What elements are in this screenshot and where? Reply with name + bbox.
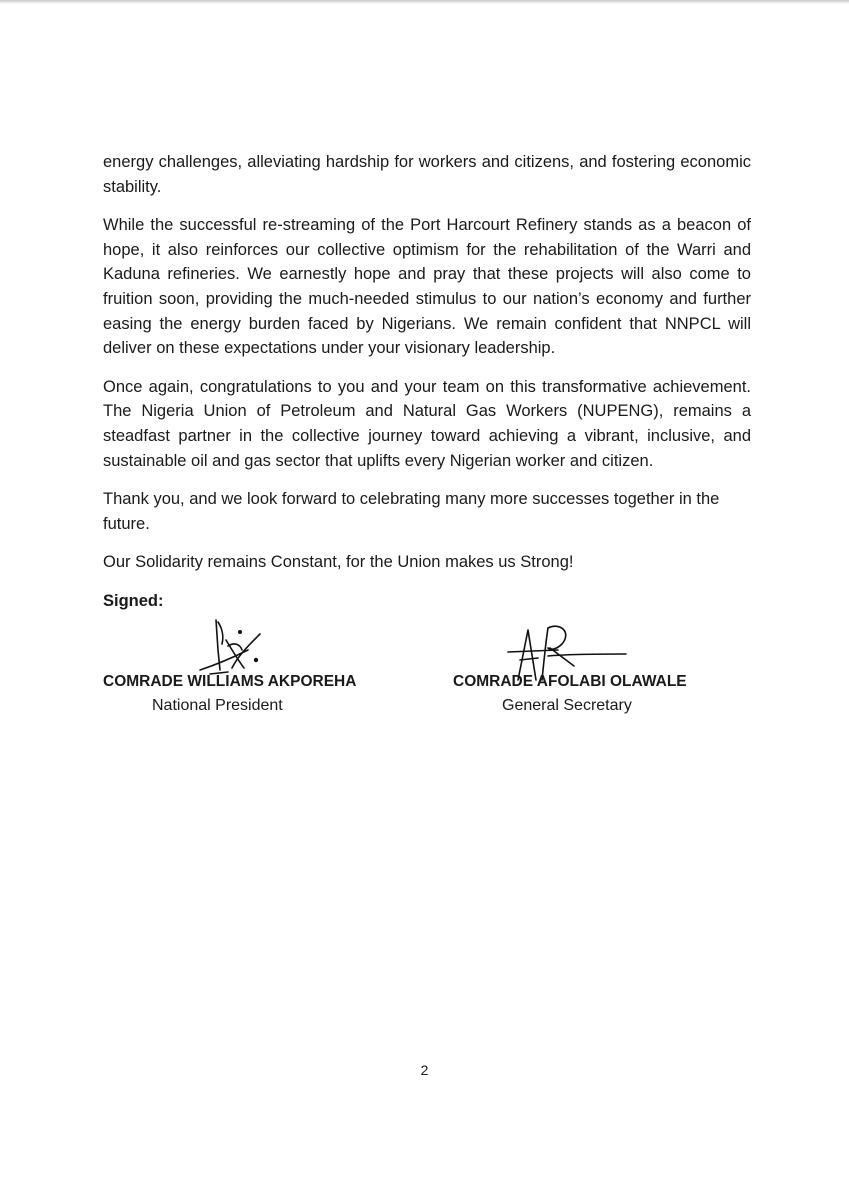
handwritten-signature-president [198,610,278,680]
paragraph-thank-you: Thank you, and we look forward to celebrating many more successes together in the future. [103,490,720,533]
signed-label: Signed: [103,591,164,610]
paragraph-solidarity: Our Solidarity remains Constant, for the Union makes us Strong! [103,553,574,572]
signatory-name-president: COMRADE WILLIAMS AKPOREHA [103,673,357,690]
paragraph-congratulations: Once again, congratulations to you and your team on this transformative achievement. The Nigeria Union of Petroleum and Natural Gas Workers (NUPENG), remains a steadfast partner in the collective journey toward achieving a vibrant, inclusive, and sustainable oil and gas sector that uplifts every Nigerian worker and citizen. [103,377,751,470]
paragraph-refinery-optimism: While the successful re-streaming of the Port Harcourt Refinery stands as a beacon of hope, it also reinforces our collective optimism for the rehabilitation of the Warri and Kaduna refineries. We earnestly hope and pray that these projects will also come to fruition soon, providing the much-needed stimulus to our nation’s economy and further easing the energy burden faced by Nigerians. We remain confident that NNPCL will deliver on these expectations under your visionary leadership. [103,216,751,358]
paragraph-energy-challenges: energy challenges, alleviating hardship for workers and citizens, and fostering economic stability. [103,153,751,196]
signature-block-secretary [453,610,753,720]
signatory-title-president: National President [152,697,283,714]
letter-body [103,150,751,613]
page-number: 2 [420,1062,429,1078]
signature-block-president [103,610,403,720]
signatory-name-secretary: COMRADE AFOLABI OLAWALE [453,673,687,690]
signatory-title-secretary: General Secretary [502,697,632,714]
scan-edge-shadow [0,0,849,4]
